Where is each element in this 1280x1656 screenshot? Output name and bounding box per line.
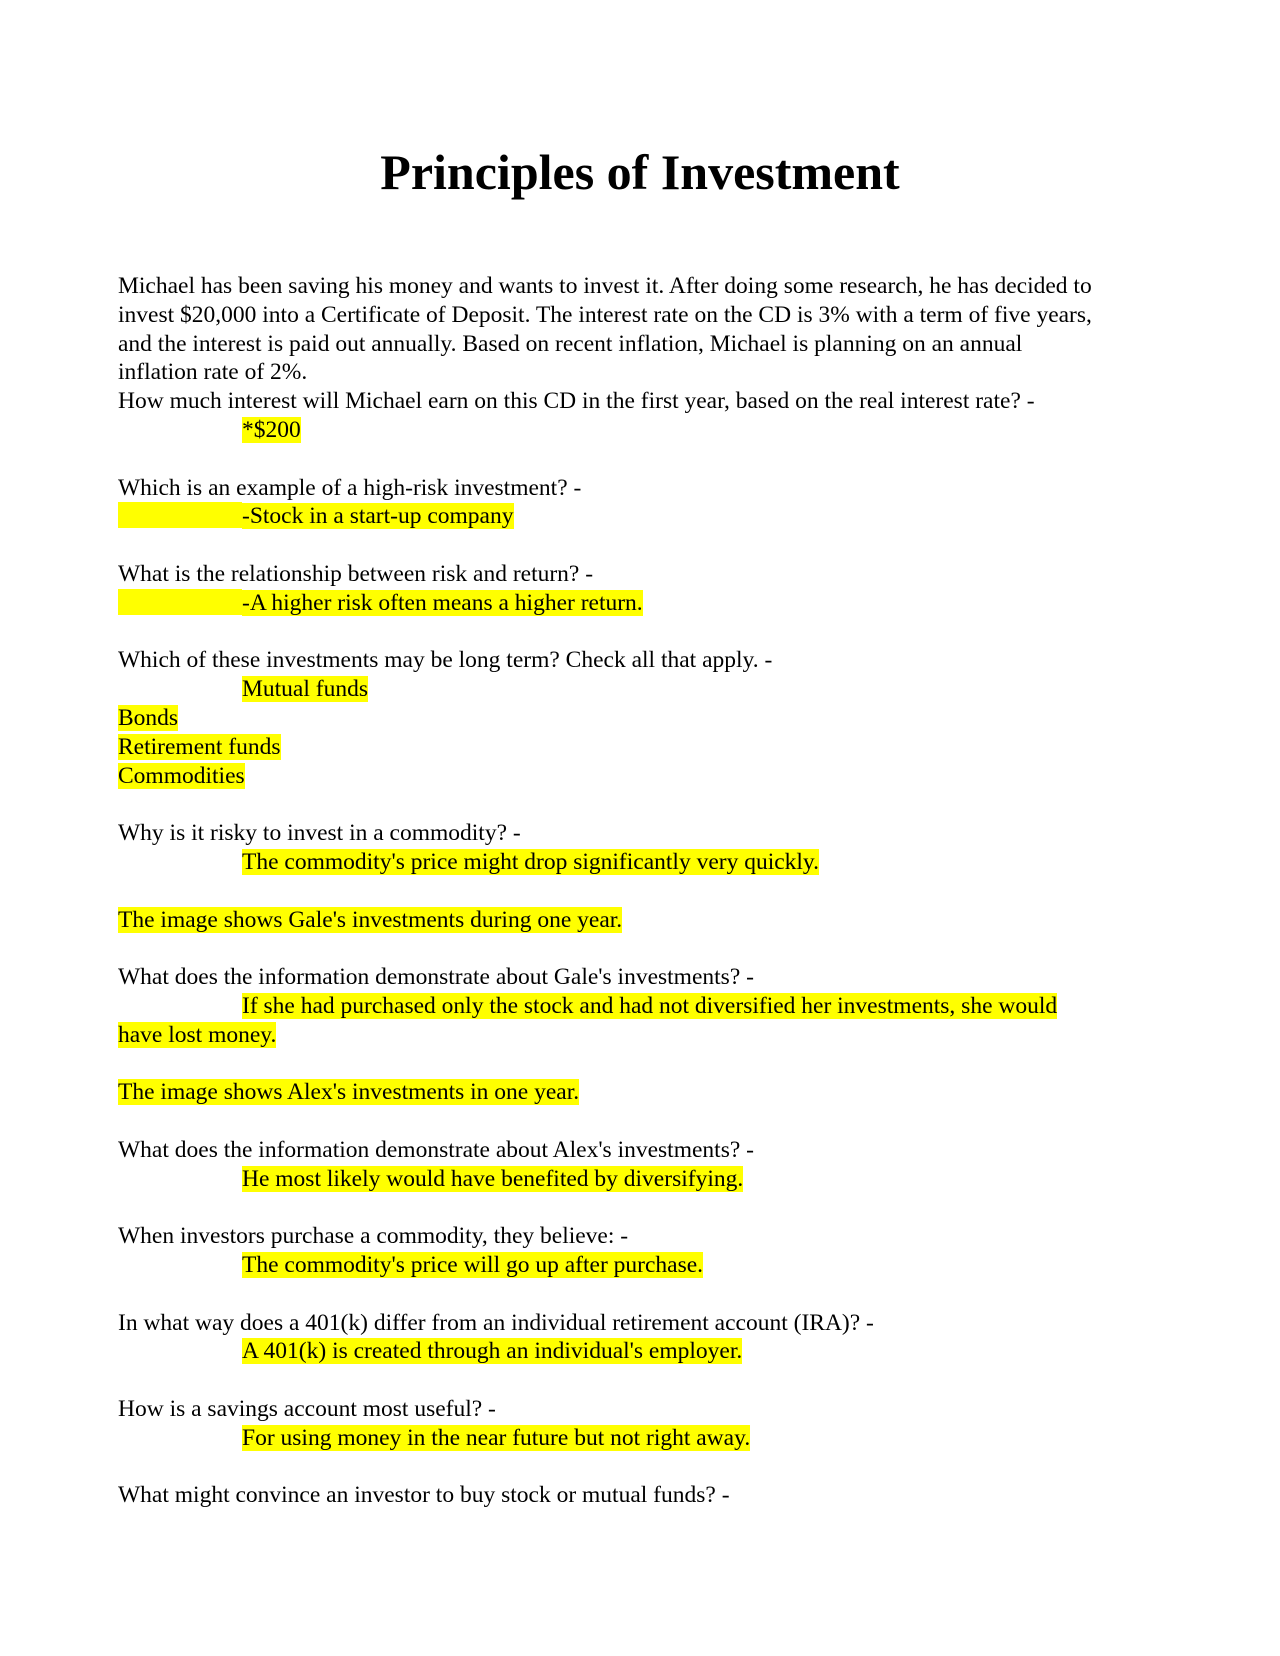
intro-line: and the interest is paid out annually. Based on recent inflation, Michael is planning on an annual [118, 330, 1023, 357]
question-5: Why is it risky to invest in a commodity? - [118, 820, 521, 847]
answer-7: He most likely would have benefited by diversifying. [242, 1165, 744, 1192]
intro-line: Michael has been saving his money and wants to invest it. After doing some research, he has decided to [118, 273, 1092, 299]
answer-5-line [118, 848, 1178, 877]
answer-2: -Stock in a start-up company [242, 503, 514, 530]
answer-6-part1: If she had purchased only the stock and had not diversified her investments, she would [242, 992, 1058, 1019]
answer-2-line [118, 502, 1178, 531]
question-9: In what way does a 401(k) differ from an individual retirement account (IRA)? - [118, 1309, 874, 1336]
question-11: What might convince an investor to buy stock or mutual funds? - [118, 1482, 730, 1509]
answer-8-line [118, 1251, 1178, 1280]
answer-9: A 401(k) is created through an individual's employer. [242, 1338, 743, 1365]
question-10: How is a savings account most useful? - [118, 1396, 496, 1423]
question-4: Which of these investments may be long term? Check all that apply. - [118, 647, 773, 674]
answer-4-option: Retirement funds [118, 733, 281, 760]
intro-line: invest $20,000 into a Certificate of Deposit. The interest rate on the CD is 3% with a term of five years, [118, 301, 1092, 328]
question-3: What is the relationship between risk and return? - [118, 560, 594, 587]
answer-4-option: Bonds [118, 704, 179, 731]
answer-1-line [118, 416, 1178, 445]
answer-10-line [118, 1424, 1178, 1453]
answer-7-line [118, 1165, 1178, 1194]
answer-10: For using money in the near future but not right away. [242, 1424, 751, 1451]
document-body [118, 272, 1178, 1510]
answer-3-line [118, 589, 1178, 618]
answer-4-option: Mutual funds [242, 676, 368, 703]
question-7: What does the information demonstrate about Alex's investments? - [118, 1136, 754, 1163]
page-title: Principles of Investment [380, 144, 900, 200]
answer-5: The commodity's price might drop significantly very quickly. [242, 848, 820, 875]
question-1: How much interest will Michael earn on this CD in the first year, based on the real interest rate? - [118, 388, 1035, 415]
answer-3: -A higher risk often means a higher return. [242, 589, 643, 616]
alex-image-note: The image shows Alex's investments in one year. [118, 1079, 580, 1106]
answer-6-line [118, 992, 1178, 1021]
answer-1: *$200 [242, 416, 301, 443]
answer-6-part2: have lost money. [118, 1021, 277, 1048]
intro-line: inflation rate of 2%. [118, 359, 308, 386]
question-2: Which is an example of a high-risk investment? - [118, 474, 582, 501]
answer-4-line [118, 675, 1178, 704]
gale-image-note: The image shows Gale's investments during one year. [118, 906, 623, 933]
question-6: What does the information demonstrate about Gale's investments? - [118, 964, 754, 991]
question-8: When investors purchase a commodity, they believe: - [118, 1223, 629, 1250]
answer-9-line [118, 1337, 1178, 1366]
answer-4-option: Commodities [118, 762, 245, 789]
answer-8: The commodity's price will go up after purchase. [242, 1252, 704, 1279]
